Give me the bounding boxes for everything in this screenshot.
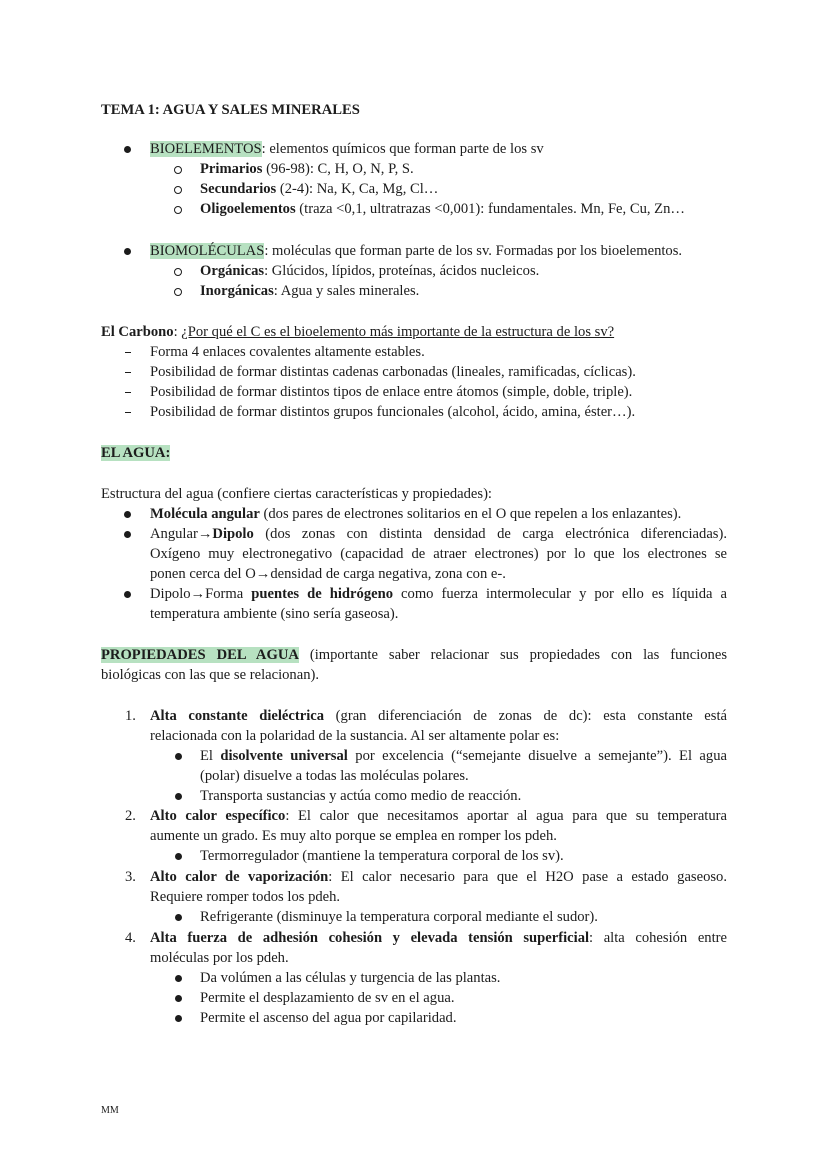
bullet-icon — [175, 995, 182, 1002]
dash-bullet-icon — [125, 352, 131, 353]
organicas-item: Orgánicas: Glúcidos, lípidos, proteínas, ácidos nucleicos. — [200, 263, 540, 279]
circle-bullet-icon — [174, 268, 182, 276]
list-number: 3. — [125, 869, 136, 885]
carbono-heading: El Carbono: ¿Por qué el C es el bioelemento más importante de la estructura de los sv? — [101, 324, 615, 340]
prop4-sub1: Da volúmen a las células y turgencia de las plantas. — [200, 970, 501, 986]
secundarios-item: Secundarios (2-4): Na, K, Ca, Mg, Cl… — [200, 181, 439, 197]
agua-heading: EL AGUA: — [101, 445, 171, 461]
circle-bullet-icon — [174, 166, 182, 174]
bullet-icon — [124, 511, 131, 518]
prop1-line2: relacionada con la polaridad de la sustancia. Al ser altamente polar es: — [150, 728, 560, 744]
propiedades-heading: PROPIEDADES DEL AGUA (importante saber relacionar sus propiedades con las funciones — [101, 647, 728, 663]
molecula-angular-item: Molécula angular (dos pares de electrones solitarios en el O que repelen a los enlazantes). — [150, 506, 682, 522]
prop3-sub1: Refrigerante (disminuye la temperatura corporal mediante el sudor). — [200, 909, 598, 925]
carbono-item: Posibilidad de formar distintos tipos de enlace entre átomos (simple, doble, triple). — [150, 384, 633, 400]
agua-estructura-intro: Estructura del agua (confiere ciertas características y propiedades): — [101, 486, 492, 502]
prop1-line1: Alta constante dieléctrica (gran diferenciación de zonas de dc): esta constante está — [150, 708, 727, 724]
carbono-item: Forma 4 enlaces covalentes altamente estables. — [150, 344, 425, 360]
prop4-sub3: Permite el ascenso del agua por capilaridad. — [200, 1010, 457, 1026]
prop4-line1: Alta fuerza de adhesión cohesión y elevada tensión superficial: alta cohesión entre — [150, 930, 727, 946]
bullet-icon — [175, 1015, 182, 1022]
puentes-item-line2: temperatura ambiente (sino sería gaseosa). — [150, 606, 399, 622]
page-title: TEMA 1: AGUA Y SALES MINERALES — [101, 102, 360, 118]
puentes-item-line1: Dipolo→Forma puentes de hidrógeno como fuerza intermolecular y por ello es líquida a — [150, 586, 727, 602]
prop2-sub1: Termorregulador (mantiene la temperatura corporal de los sv). — [200, 848, 564, 864]
circle-bullet-icon — [174, 186, 182, 194]
prop1-sub1-line2: (polar) disuelve a todas las moléculas polares. — [200, 768, 469, 784]
propiedades-intro-line2: biológicas con las que se relacionan). — [101, 667, 320, 683]
dash-bullet-icon — [125, 372, 131, 373]
list-number: 1. — [125, 708, 136, 724]
dash-bullet-icon — [125, 412, 131, 413]
bioelementos-item: BIOELEMENTOS: elementos químicos que forman parte de los sv — [150, 141, 544, 157]
biomoleculas-term: BIOMOLÉCULAS — [150, 243, 265, 259]
dipolo-item-line2: Oxígeno muy electronegativo (capacidad de atraer electrones) por lo que los electrones se — [150, 546, 727, 562]
primarios-item: Primarios (96-98): C, H, O, N, P, S. — [200, 161, 414, 177]
bullet-icon — [124, 248, 131, 255]
bullet-icon — [124, 591, 131, 598]
prop2-line1: Alto calor específico: El calor que necesitamos aportar al agua para que su temperatura — [150, 808, 727, 824]
bullet-icon — [175, 853, 182, 860]
list-number: 2. — [125, 808, 136, 824]
prop2-line2: aumente un grado. Es muy alto porque se emplea en romper los pdeh. — [150, 828, 557, 844]
bullet-icon — [124, 146, 131, 153]
carbono-item: Posibilidad de formar distintos grupos funcionales (alcohol, ácido, amina, éster…). — [150, 404, 636, 420]
biomoleculas-item: BIOMOLÉCULAS: moléculas que forman parte de los sv. Formadas por los bioelementos. — [150, 243, 683, 259]
prop3-line2: Requiere romper todos los pdeh. — [150, 889, 341, 905]
dipolo-item-line3: ponen cerca del O→densidad de carga negativa, zona con e-. — [150, 566, 506, 582]
inorganicas-item: Inorgánicas: Agua y sales minerales. — [200, 283, 420, 299]
carbono-item: Posibilidad de formar distintas cadenas carbonadas (lineales, ramificadas, cíclicas). — [150, 364, 636, 380]
prop1-sub1-line1: El disolvente universal por excelencia (“semejante disuelve a semejante”). El agua — [200, 748, 727, 764]
dash-bullet-icon — [125, 392, 131, 393]
bullet-icon — [124, 531, 131, 538]
bullet-icon — [175, 914, 182, 921]
bioelementos-term: BIOELEMENTOS — [150, 141, 262, 157]
dipolo-item-line1: Angular→Dipolo (dos zonas con distinta densidad de carga electrónica diferenciadas). — [150, 526, 727, 542]
bullet-icon — [175, 975, 182, 982]
footer-initials: MM — [101, 1105, 119, 1116]
list-number: 4. — [125, 930, 136, 946]
prop4-sub2: Permite el desplazamiento de sv en el agua. — [200, 990, 455, 1006]
prop1-sub2: Transporta sustancias y actúa como medio de reacción. — [200, 788, 522, 804]
bullet-icon — [175, 793, 182, 800]
prop4-line2: moléculas por los pdeh. — [150, 950, 289, 966]
circle-bullet-icon — [174, 288, 182, 296]
oligoelementos-item: Oligoelementos (traza <0,1, ultratrazas <0,001): fundamentales. Mn, Fe, Cu, Zn… — [200, 201, 685, 217]
bullet-icon — [175, 753, 182, 760]
circle-bullet-icon — [174, 206, 182, 214]
prop3-line1: Alto calor de vaporización: El calor necesario para que el H2O pase a estado gaseoso. — [150, 869, 727, 885]
